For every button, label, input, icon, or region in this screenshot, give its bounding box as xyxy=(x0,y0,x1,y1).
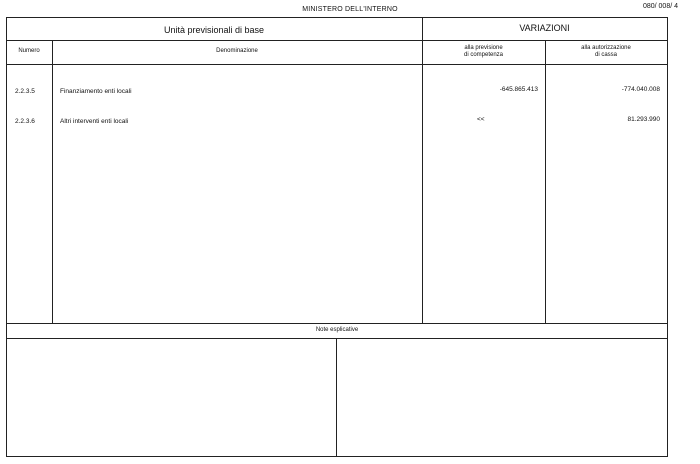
notes-box-left xyxy=(7,339,336,456)
column-header-competenza xyxy=(422,45,545,59)
column-header-cassa xyxy=(545,45,667,59)
column-header-numero: Numero xyxy=(18,48,40,54)
ministry-title: MINISTERO DELL'INTERNO xyxy=(302,6,398,13)
notes-box-right xyxy=(337,339,667,456)
row-competenza: -645.865.413 xyxy=(499,86,538,93)
column-header-cassa-line1: alla autorizzazione xyxy=(581,45,631,51)
column-header-cassa-line2: di cassa xyxy=(594,52,617,58)
row-denominazione: Altri interventi enti locali xyxy=(60,118,129,125)
variations-title: VARIAZIONI xyxy=(519,23,570,33)
row-numero: 2.2.3.5 xyxy=(15,88,35,95)
row-denominazione: Finanziamento enti locali xyxy=(60,88,132,95)
page-code: 080/ 008/ 4 xyxy=(642,3,678,10)
notes-title: Note esplicative xyxy=(315,327,359,333)
group-title: Unità previsionali di base xyxy=(163,25,265,35)
column-header-denominazione: Denominazione xyxy=(216,48,258,54)
row-competenza: << xyxy=(477,116,485,123)
row-cassa: 81.293.990 xyxy=(627,116,660,123)
column-header-competenza-line1: alla previsione xyxy=(464,45,503,51)
row-numero: 2.2.3.6 xyxy=(15,118,35,125)
row-cassa: -774.040.008 xyxy=(621,86,660,93)
column-header-competenza-line2: di competenza xyxy=(463,52,504,58)
